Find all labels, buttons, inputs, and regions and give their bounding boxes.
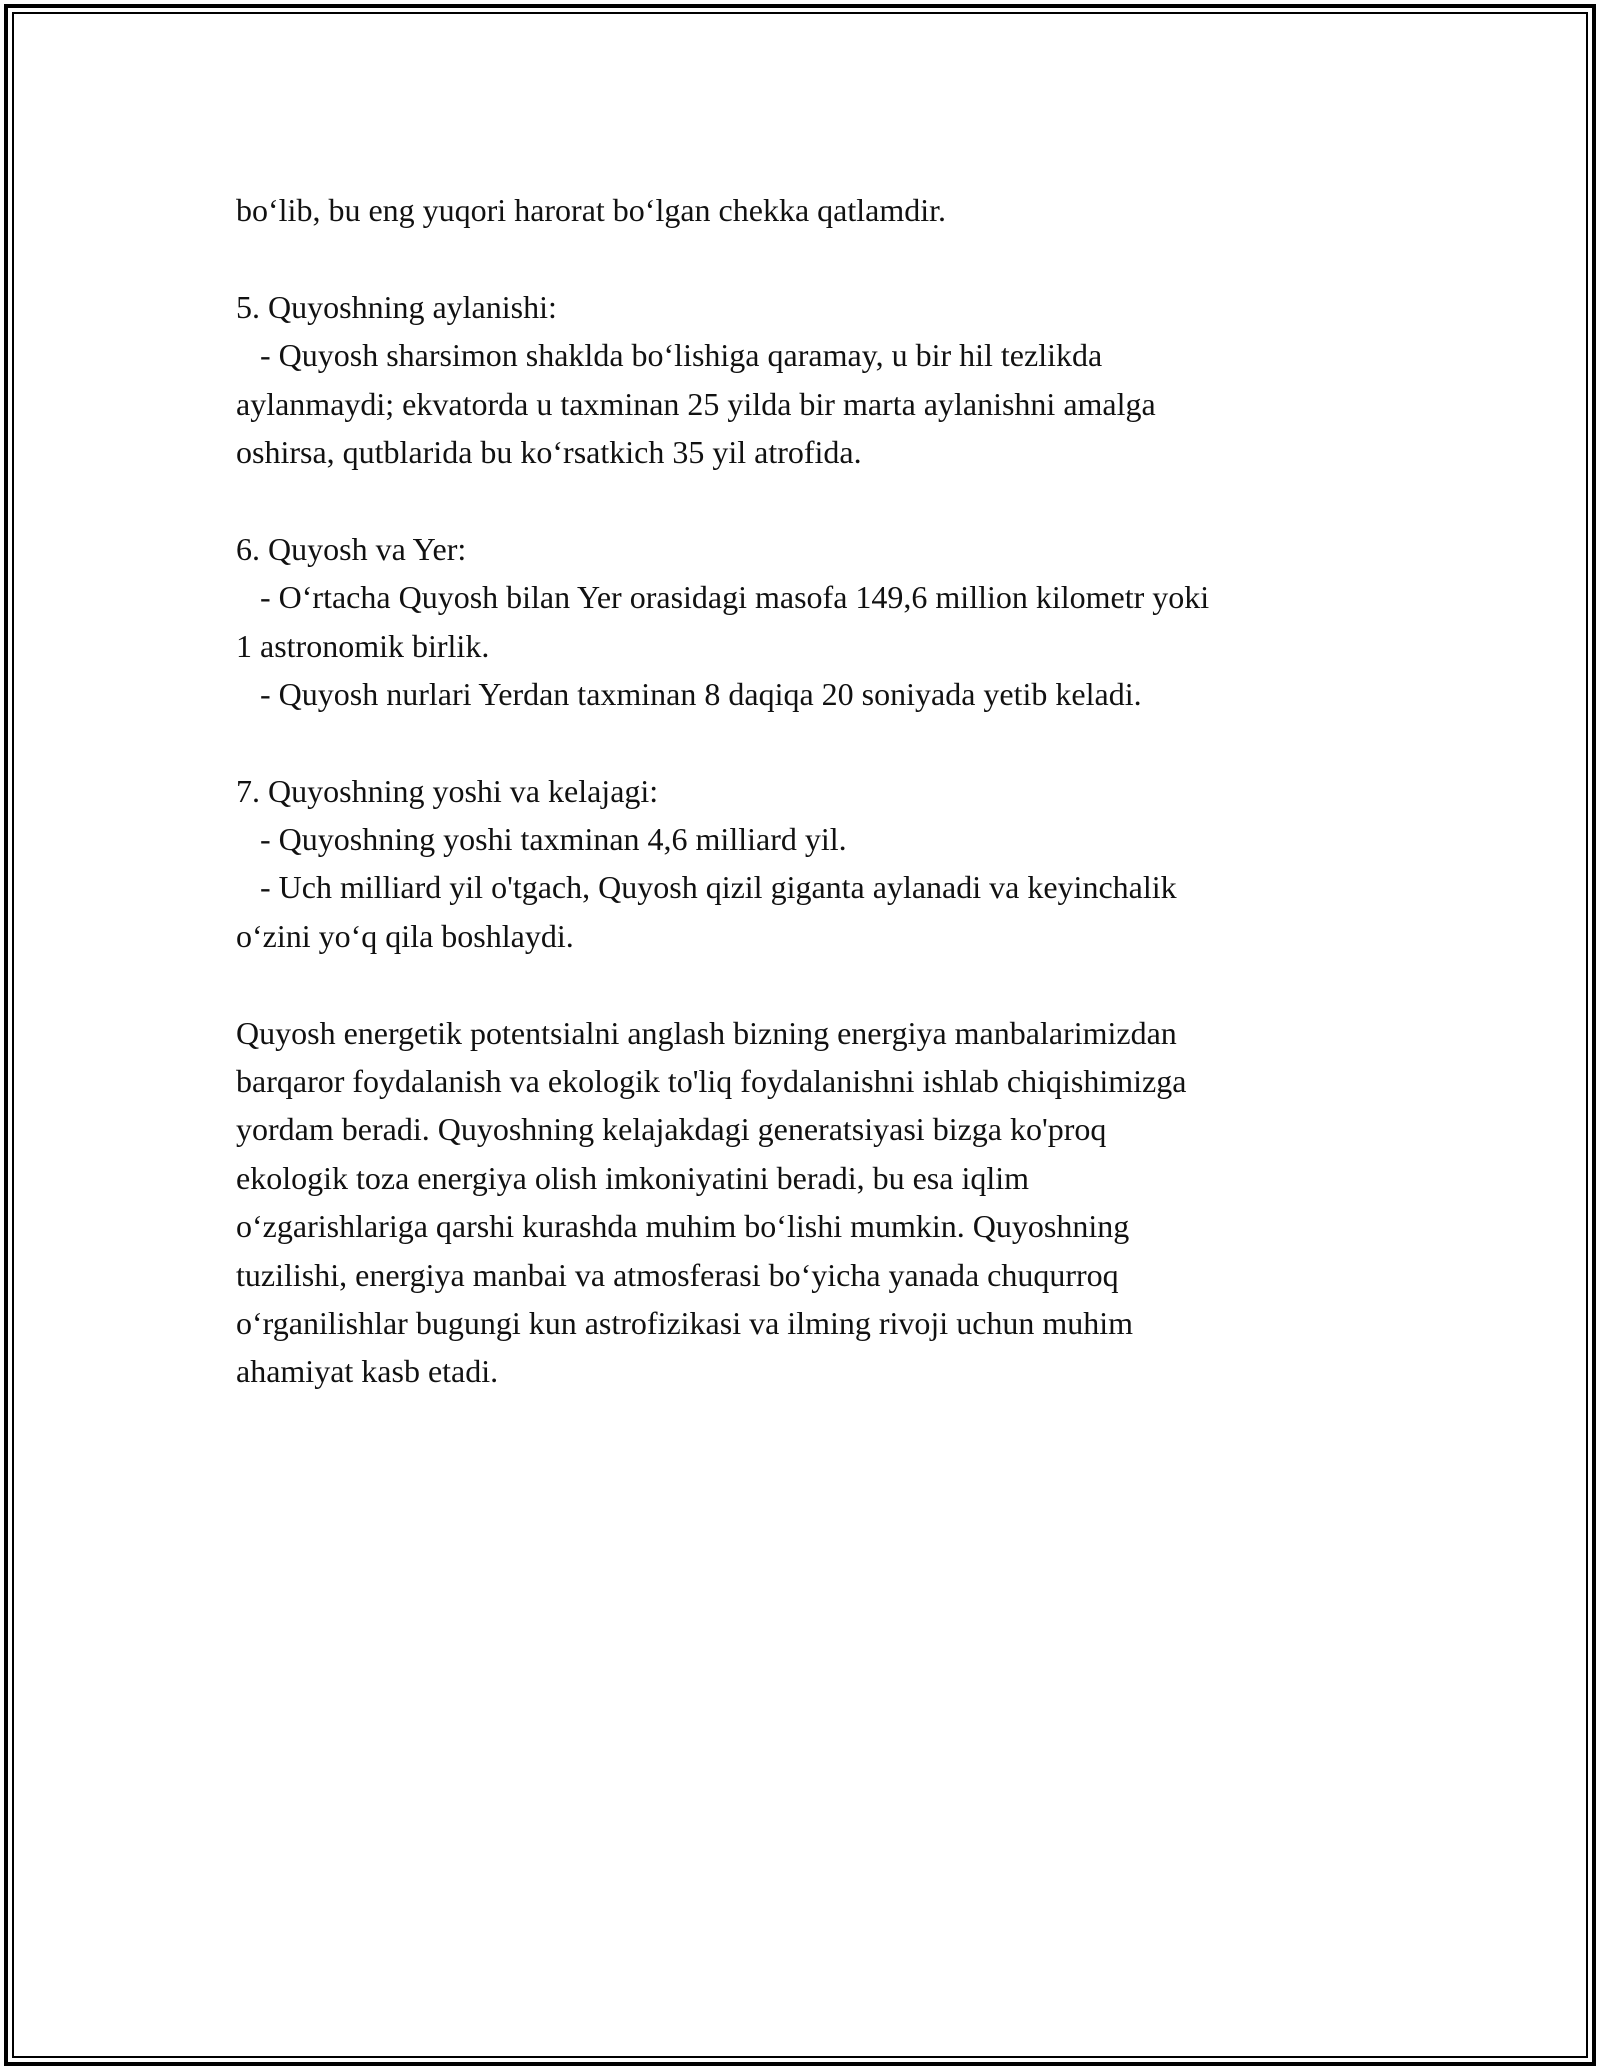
conclusion-line: Quyosh energetik potentsialni anglash bizning energiya manbalarimizdan bbox=[236, 1014, 1177, 1051]
conclusion-paragraph bbox=[236, 1009, 1416, 1396]
section-line: 1 astronomik birlik. bbox=[236, 627, 490, 664]
section-rotation bbox=[236, 283, 1416, 477]
section-heading: 5. Quyoshning aylanishi: bbox=[236, 288, 557, 325]
conclusion-line: o‘rganilishlar bugungi kun astrofizikasi va ilming rivoji uchun muhim bbox=[236, 1304, 1134, 1341]
paragraph-spacer bbox=[236, 476, 1416, 524]
conclusion-line: yordam beradi. Quyoshning kelajakdagi generatsiyasi bizga ko'proq bbox=[236, 1111, 1107, 1148]
document-body bbox=[236, 186, 1416, 1396]
conclusion-line: ahamiyat kasb etadi. bbox=[236, 1353, 499, 1390]
section-line: - O‘rtacha Quyosh bilan Yer orasidagi masofa 149,6 million kilometr yoki bbox=[236, 579, 1210, 616]
continuation-line: bo‘lib, bu eng yuqori harorat bo‘lgan chekka qatlamdir. bbox=[236, 192, 947, 228]
section-heading: 7. Quyoshning yoshi va kelajagi: bbox=[236, 772, 659, 809]
section-line: - Quyosh sharsimon shaklda bo‘lishiga qaramay, u bir hil tezlikda bbox=[236, 337, 1103, 374]
paragraph-spacer bbox=[236, 234, 1416, 282]
section-line: - Quyoshning yoshi taxminan 4,6 milliard yil. bbox=[236, 821, 847, 858]
section-heading: 6. Quyosh va Yer: bbox=[236, 530, 467, 567]
paragraph-spacer bbox=[236, 718, 1416, 766]
section-line: o‘zini yo‘q qila boshlaydi. bbox=[236, 917, 574, 954]
conclusion-line: ekologik toza energiya olish imkoniyatini beradi, bu esa iqlim bbox=[236, 1159, 1030, 1196]
section-sun-and-earth bbox=[236, 525, 1416, 719]
paragraph-spacer bbox=[236, 960, 1416, 1008]
section-line: - Quyosh nurlari Yerdan taxminan 8 daqiqa 20 soniyada yetib keladi. bbox=[236, 675, 1142, 712]
section-line: aylanmaydi; ekvatorda u taxminan 25 yilda bir marta aylanishni amalga bbox=[236, 385, 1156, 422]
conclusion-line: o‘zgarishlariga qarshi kurashda muhim bo‘lishi mumkin. Quyoshning bbox=[236, 1208, 1130, 1245]
conclusion-line: barqaror foydalanish va ekologik to'liq foydalanishni ishlab chiqishimizga bbox=[236, 1063, 1187, 1100]
section-line: - Uch milliard yil o'tgach, Quyosh qizil giganta aylanadi va keyinchalik bbox=[236, 869, 1177, 906]
conclusion-line: tuzilishi, energiya manbai va atmosferasi bo‘yicha yanada chuqurroq bbox=[236, 1256, 1119, 1293]
section-line: oshirsa, qutblarida bu ko‘rsatkich 35 yil atrofida. bbox=[236, 433, 862, 470]
section-age-and-future bbox=[236, 767, 1416, 961]
